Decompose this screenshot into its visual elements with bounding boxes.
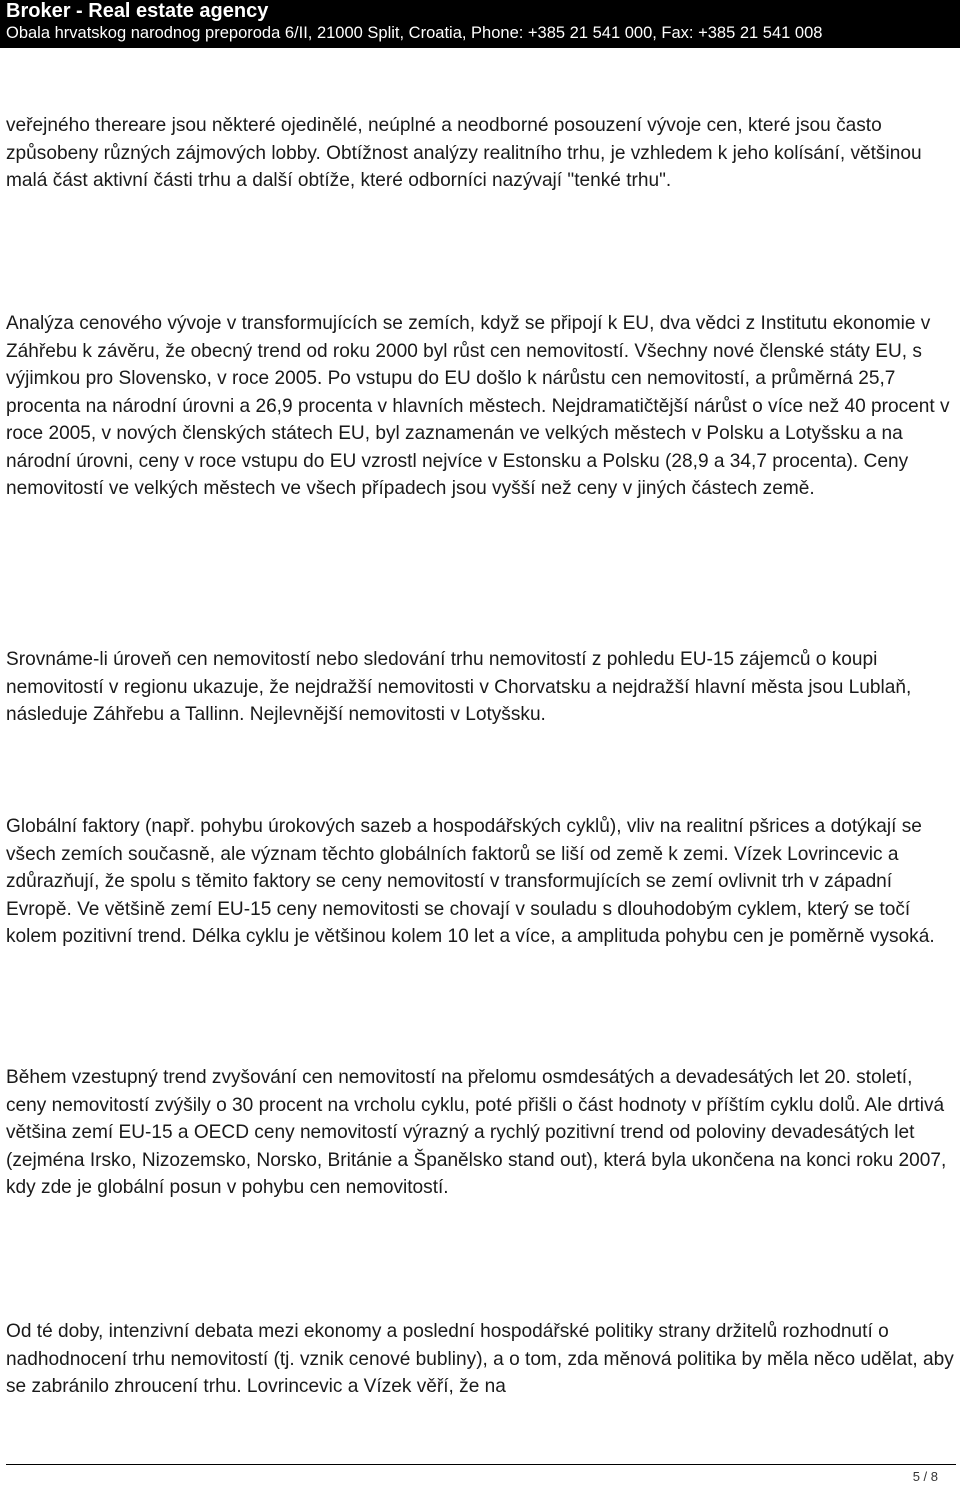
paragraph: Srovnáme-li úroveň cen nemovitostí nebo sledování trhu nemovitostí z pohledu EU-15 zájemců o koupi nemovitostí v regionu ukazuje, že nejdražší nemovitosti v Chorvatsku a nejdražší hlavní města jsou Lublaň, následuje Záhřebu a Tallinn. Nejlevnější nemovitosti v Lotyšsku. (6, 649, 912, 725)
paragraph: Globální faktory (např. pohybu úrokových sazeb a hospodářských cyklů), vliv na realitní pšrices a dotýkají se všech zemích současně, ale význam těchto globálních faktorů se liší od země k zemi. Vízek Lovrincevic a zdůrazňují, že spolu s těmito faktory se ceny nemovitostí v transformujících se zemí ovlivnit trh v západní Evropě. Ve většině zemí EU-15 ceny nemovitosti se chovají v souladu s dlouhodobým cyklem, který se točí kolem pozitivní trend. Délka cyklu je většinou kolem 10 let a více, a amplituda pohybu cen je poměrně vysoká. (6, 816, 935, 947)
paragraph: Během vzestupný trend zvyšování cen nemovitostí na přelomu osmdesátých a devadesátých let 20. století, ceny nemovitostí zvýšily o 30 procent na vrcholu cyklu, poté přišli o část hodnoty v příštím cyklu dolů. Ale drtivá většina zemí EU-15 a OECD ceny nemovitostí výrazný a rychlý pozitivní trend od poloviny devadesátých let (zejména Irsko, Nizozemsko, Norsko, Británie a Španělsko stand out), která byla ukončena na konci roku 2007, kdy zde je globální posun v pohybu cen nemovitostí. (6, 1067, 947, 1198)
company-address: Obala hrvatskog narodnog preporoda 6/II, 21000 Split, Croatia, Phone: +385 21 541 000, Fax: +385 21 541 008 (6, 24, 823, 42)
paragraph: Analýza cenového vývoje v transformujících se zemích, když se připojí k EU, dva vědci z Institutu ekonomie v Záhřebu k závěru, že obecný trend od roku 2000 byl růst cen nemovitostí. Všechny nové členské státy EU, s výjimkou pro Slovensko, v roce 2005. Po vstupu do EU došlo k nárůstu cen nemovitostí, a průměrná 25,7 procenta na národní úrovni a 26,9 procenta v hlavních městech. Nejdramatičtější nárůst o více než 40 procent v roce 2005, v nových členských státech EU, byl zaznamenán ve velkých městech v Polsku a Lotyšsku a na národní úrovni, ceny v roce vstupu do EU vzrostl nejvíce v Estonsku a Polsku (28,9 a 34,7 procenta). Ceny nemovitostí ve velkých městech ve všech případech jsou vyšší než ceny v jiných částech země. (6, 313, 950, 499)
footer-divider (6, 1464, 956, 1465)
document-header (0, 0, 960, 48)
company-name: Broker - Real estate agency (6, 0, 269, 22)
paragraph: Od té doby, intenzivní debata mezi ekonomy a poslední hospodářské politiky strany držitelů rozhodnutí o nadhodnocení trhu nemovitostí (tj. vznik cenové bubliny), a o tom, zda měnová politika by měla něco udělat, aby se zabránilo zhroucení trhu. Lovrincevic a Vízek věří, že na (6, 1321, 954, 1397)
page-number: 5 / 8 (912, 1469, 938, 1484)
paragraph: veřejného thereare jsou některé ojedinělé, neúplné a neodborné posouzení vývoje cen, které jsou často způsobeny různých zájmových lobby. Obtížnost analýzy realitního trhu, je vzhledem k jeho kolísání, většinou malá část aktivní části trhu a další obtíže, které odborníci nazývají "tenké trhu". (6, 115, 922, 191)
